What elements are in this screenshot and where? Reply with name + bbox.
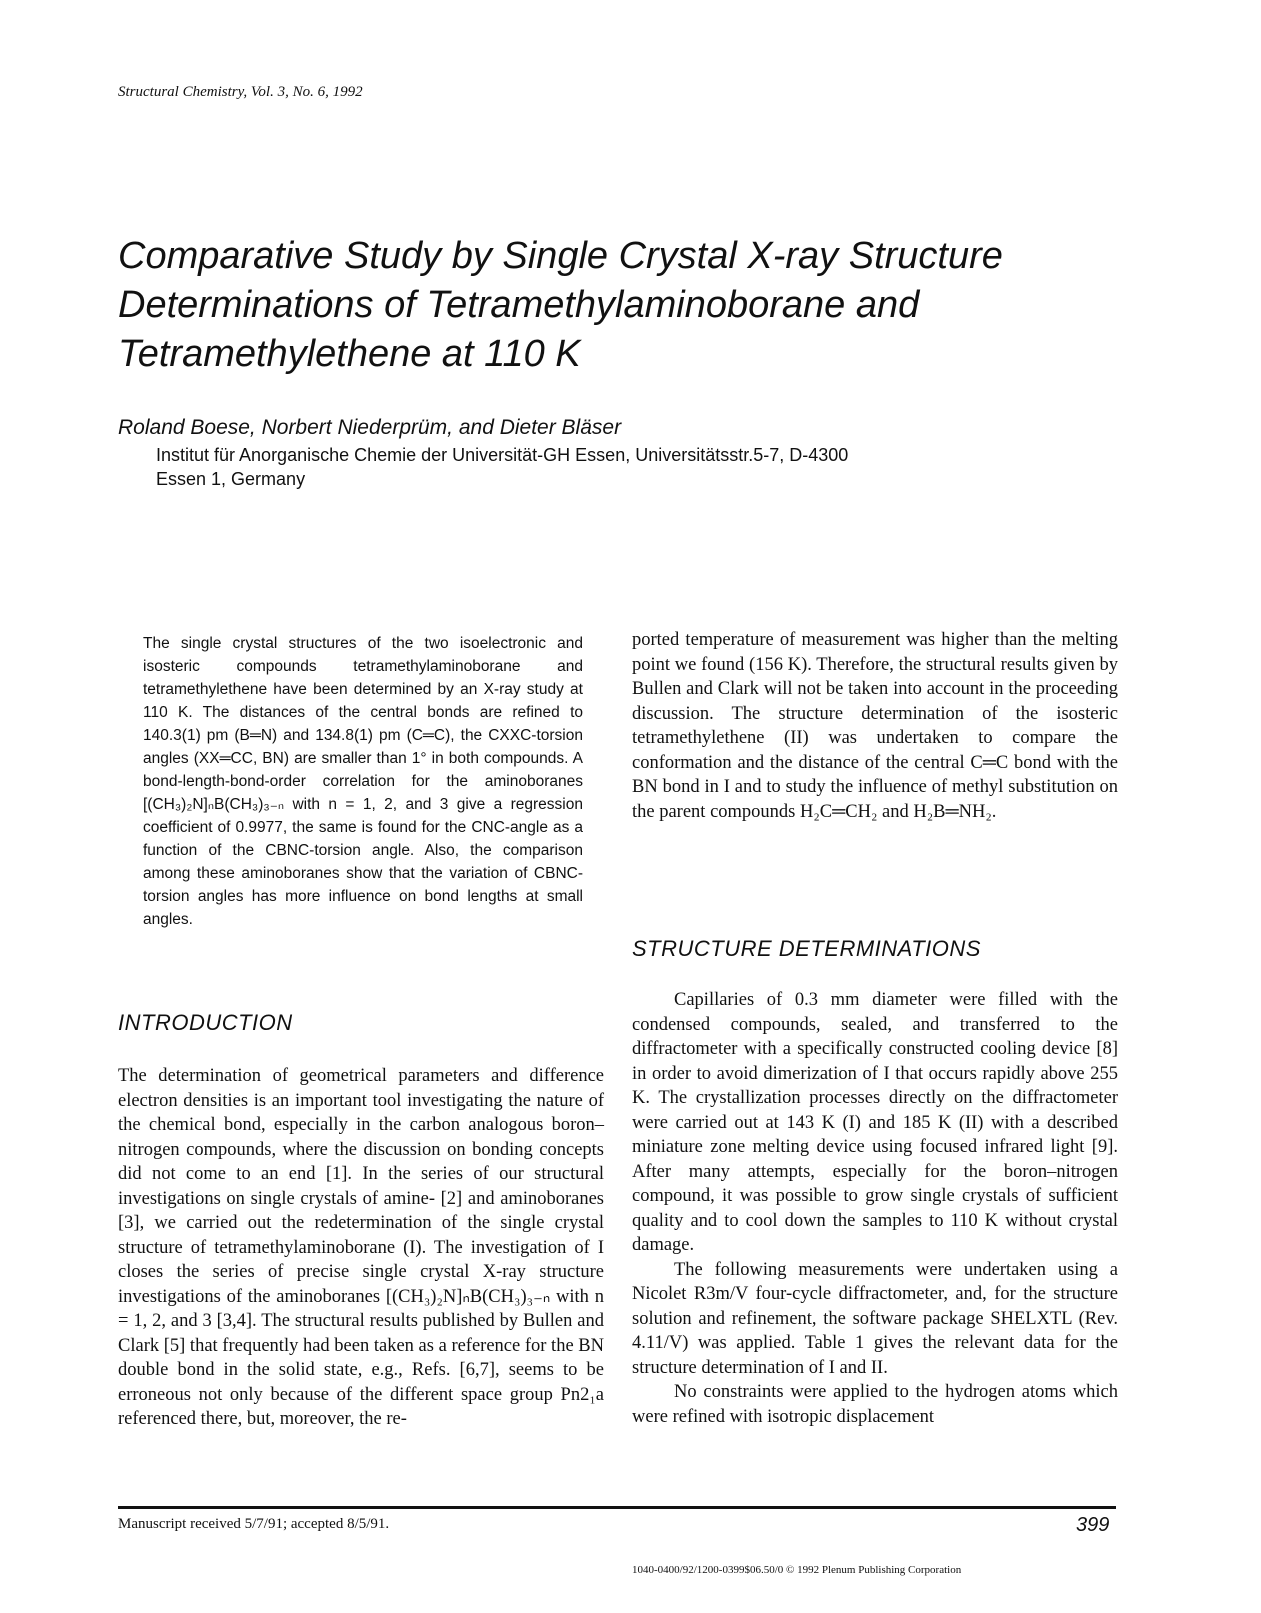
title-line-2: Determinations of Tetramethylaminoborane and (118, 284, 920, 326)
footer-rule (118, 1506, 1116, 1509)
structure-paragraph-1: Capillaries of 0.3 mm diameter were filled with the condensed compounds, sealed, and transferred to the diffractometer with a specifically constructed cooling device [8] in order to avoid dimerization of I that occurs rapidly above 255 K. The crystallization processes directly on the diffractometer were carried out at 143 K (I) and 185 K (II) with a described miniature zone melting device using focused infrared light [9]. After many attempts, especially for the boron–nitrogen compound, it was possible to grow single crystals of sufficient quality and to cool down the samples to 110 K without crystal damage. (632, 990, 1118, 1255)
affiliation-line-2: Essen 1, Germany (156, 469, 306, 489)
structure-determinations-body (632, 988, 1118, 1429)
author-list: Roland Boese, Norbert Niederprüm, and Dieter Bläser (118, 416, 622, 439)
structure-paragraph-3: No constraints were applied to the hydrogen atoms which were refined with isotropic displacement (632, 1382, 1118, 1427)
introduction-body (118, 1064, 604, 1432)
introduction-paragraph: The determination of geometrical parameters and difference electron densities is an important tool investigating the nature of the chemical bond, especially in the carbon analogous boron–nitrogen compounds, where the discussion on bonding concepts did not come to an end [1]. In the series of our structural investigations on single crystals of amine- [2] and aminoboranes [3], we carried out the redetermination of the single crystal structure of tetramethylaminoborane (I). The investigation of I closes the series of precise single crystal X-ray structure investigations of the aminoboranes [(CH₃)₂N]ₙB(CH₃)₃₋ₙ with n = 1, 2, and 3 [3,4]. The structural results published by Bullen and Clark [5] that frequently had been taken as a reference for the BN double bond in the solid state, e.g., Refs. [6,7], seems to be erroneous not only because of the different space group Pn2₁a referenced there, but, moreover, the re- (118, 1066, 604, 1429)
affiliation (156, 443, 1056, 491)
structure-paragraph-2: The following measurements were undertaken using a Nicolet R3m/V four-cycle diffractometer, and, for the structure solution and refinement, the software package SHELXTL (Rev. 4.11/V) was applied. Table 1 gives the relevant data for the structure determination of I and II. (632, 1259, 1118, 1378)
title-line-1: Comparative Study by Single Crystal X-ray Structure (118, 235, 1003, 277)
affiliation-line-1: Institut für Anorganische Chemie der Universität-GH Essen, Universitätsstr.5-7, D-4300 (156, 445, 849, 465)
journal-citation: Structural Chemistry, Vol. 3, No. 6, 1992 (118, 84, 363, 100)
structure-determinations-heading: STRUCTURE DETERMINATIONS (632, 936, 981, 961)
paper-title (118, 232, 1128, 379)
introduction-heading: INTRODUCTION (118, 1010, 293, 1035)
page-number: 399 (1076, 1514, 1110, 1536)
right-column-continuation (632, 628, 1118, 824)
abstract-text: The single crystal structures of the two isoelectronic and isosteric compounds tetramethylaminoborane and tetramethylethene have been determined by an X-ray study at 110 K. The distances of the central bonds are refined to 140.3(1) pm (B═N) and 134.8(1) pm (C═C), the CXXC-torsion angles (XX═CC, BN) are smaller than 1° in both compounds. A bond-length-bond-order correlation for the aminoboranes [(CH₃)₂N]ₙB(CH₃)₃₋ₙ with n = 1, 2, and 3 give a regression coefficient of 0.9977, the same is found for the CNC-angle as a function of the CBNC-torsion angle. Also, the comparison among these aminoboranes show that the variation of CBNC-torsion angles has more influence on bond lengths at small angles. (143, 635, 583, 928)
continuation-paragraph: ported temperature of measurement was higher than the melting point we found (156 K). Therefore, the structural results given by Bullen and Clark will not be taken into account in the proceeding discussion. The structure determination of the isosteric tetramethylethene (II) was undertaken to compare the conformation and the distance of the central C═C bond with the BN bond in I and to study the influence of methyl substitution on the parent compounds H₂C═CH₂ and H₂B═NH₂. (632, 630, 1118, 822)
abstract (143, 632, 583, 931)
title-line-3: Tetramethylethene at 110 K (118, 333, 581, 375)
copyright-line: 1040-0400/92/1200-0399$06.50/0 © 1992 Plenum Publishing Corporation (632, 1564, 962, 1576)
manuscript-dates: Manuscript received 5/7/91; accepted 8/5/91. (118, 1516, 390, 1532)
